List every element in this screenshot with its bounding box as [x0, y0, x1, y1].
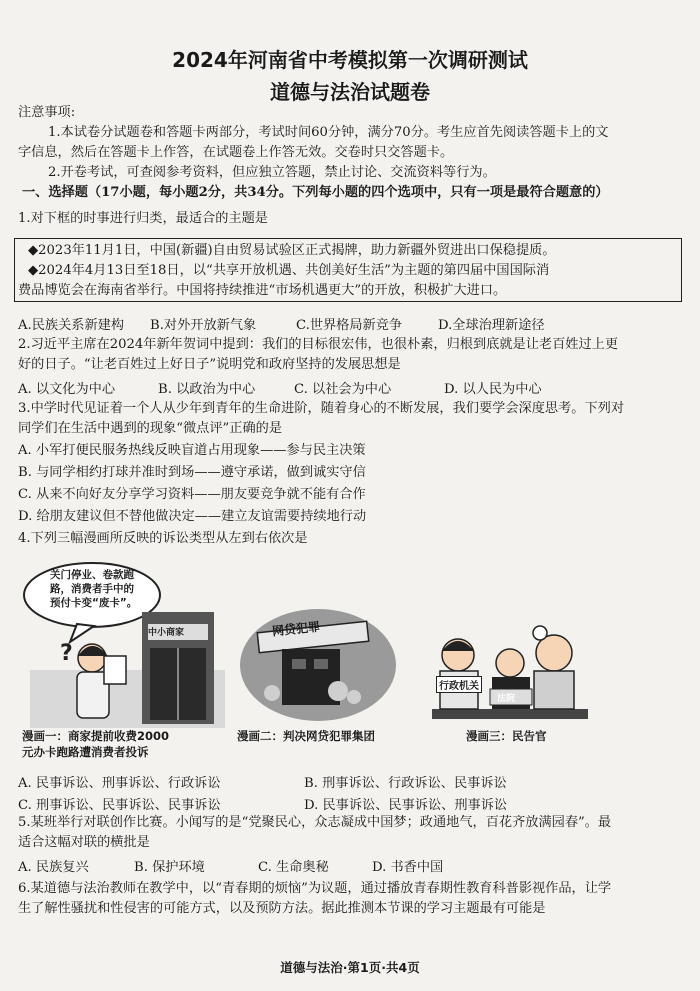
court-sign: 法院: [497, 694, 516, 704]
option-b[interactable]: B. 与同学相约打球并准时到场——遵守承诺，做到诚实守信: [18, 465, 366, 480]
cartoon-2-caption: 漫画二：判决网贷犯罪集团: [237, 729, 375, 743]
question-1-options: [18, 314, 545, 333]
question-6-stem: 6.某道德与法治教师在教学中，以“青春期的烦恼”为议题，通过播放青春期性教育科普影视作品，让学: [18, 881, 612, 896]
question-6-stem-cont: 生了解性骚扰和性侵害的可能方式，以及预防方法。据此推测本节课的学习主题最有可能是: [18, 901, 546, 916]
speech-bubble: [50, 568, 137, 610]
gov-sign: 行政机关: [436, 676, 482, 693]
option-b[interactable]: B.对外开放新气象: [150, 318, 257, 333]
option-d[interactable]: D. 书香中国: [372, 860, 444, 875]
question-4-options-row-1: [18, 772, 507, 791]
option-a[interactable]: A. 以文化为中心: [18, 382, 116, 397]
news-line-3: 费品博览会在海南省举行。中国将持续推进“市场机遇更大”的开放，积极扩大进口。: [18, 283, 507, 298]
shop-sign: 中小商家: [148, 628, 185, 638]
option-a[interactable]: A. 民事诉讼、刑事诉讼、行政诉讼: [18, 776, 221, 791]
question-5-stem-cont: 适合这幅对联的横批是: [18, 835, 150, 850]
option-b[interactable]: B. 保护环境: [134, 860, 205, 875]
cartoon-3-caption: 漫画三：民告官: [466, 729, 547, 743]
bubble-line-3: 预付卡变“废卡”。: [50, 597, 138, 609]
option-c[interactable]: C. 以社会为中心: [294, 382, 392, 397]
option-d[interactable]: D. 以人民为中心: [444, 382, 542, 397]
bubble-line-1: 关门停业、卷款跑: [50, 569, 134, 581]
cartoon-1-caption: 漫画一：商家提前收费2000: [22, 729, 170, 743]
news-line-1: ◆2023年11月1日，中国(新疆)自由贸易试验区正式揭牌，助力新疆外贸进出口保稳提质。: [28, 243, 556, 258]
notice-item-1: 1.本试卷分试题卷和答题卡两部分，考试时间60分钟，满分70分。考生应首先阅读答题卡上的文: [48, 125, 609, 140]
gang-banner: 网贷犯罪: [271, 619, 321, 639]
svg-text:?: ?: [60, 641, 73, 666]
option-a[interactable]: A. 民族复兴: [18, 860, 89, 875]
question-5-options: [18, 856, 443, 875]
page-subtitle: 道德与法治试题卷: [270, 80, 430, 104]
question-1-stem: 1.对下框的时事进行归类，最适合的主题是: [18, 211, 268, 226]
option-c[interactable]: C. 生命奥秘: [258, 860, 329, 875]
option-c[interactable]: C. 刑事诉讼、民事诉讼、民事诉讼: [18, 798, 221, 813]
page-footer: 道德与法治·第1页·共4页: [280, 960, 420, 975]
cartoon-3-image: [430, 625, 590, 721]
notice-item-2: 2.开卷考试，可查阅参考资料，但应独立答题，禁止讨论、交流资料等行为。: [48, 165, 496, 180]
bubble-line-2: 路，消费者手中的: [50, 583, 134, 595]
page-title: 2024年河南省中考模拟第一次调研测试: [172, 48, 528, 72]
option-d[interactable]: D. 给朋友建议但不替他做决定——建立友谊需要持续地行动: [18, 509, 367, 524]
question-2-stem-cont: 好的日子。“让老百姓过上好日子”说明党和政府坚持的发展思想是: [18, 357, 401, 372]
option-c[interactable]: C. 从来不向好友分享学习资料——朋友要竞争就不能有合作: [18, 487, 366, 502]
notice-heading: 注意事项:: [18, 105, 76, 120]
question-3-stem: 3.中学时代见证着一个人从少年到青年的生命进阶，随着身心的不断发展，我们要学会深度思考。下列对: [18, 401, 625, 416]
option-d[interactable]: D.全球治理新途径: [438, 318, 545, 333]
option-d[interactable]: D. 民事诉讼、民事诉讼、刑事诉讼: [304, 798, 508, 813]
notice-item-1-cont: 字信息，然后在答题卡上作答，在试题卷上作答无效。交卷时只交答题卡。: [18, 145, 454, 160]
question-5-stem: 5.某班举行对联创作比赛。小闻写的是“党聚民心，众志凝成中国梦；政通地气，百花齐放满园春”。最: [18, 815, 612, 830]
option-c[interactable]: C.世界格局新竞争: [296, 318, 403, 333]
question-2-options: [18, 378, 542, 397]
option-a[interactable]: A. 小军打便民服务热线反映盲道占用现象——参与民主决策: [18, 443, 366, 458]
cartoon-1-caption-cont: 元办卡跑路遭消费者投诉: [22, 745, 149, 759]
option-b[interactable]: B. 以政治为中心: [158, 382, 256, 397]
question-4-stem: 4.下列三幅漫画所反映的诉讼类型从左到右依次是: [18, 531, 308, 546]
question-3-stem-cont: 同学们在生活中遇到的现象“微点评”正确的是: [18, 421, 283, 436]
question-2-stem: 2.习近平主席在2024年新年贺词中提到：我们的目标很宏伟，也很朴素，归根到底就是让老百姓过上更: [18, 337, 619, 352]
option-b[interactable]: B. 刑事诉讼、行政诉讼、民事诉讼: [304, 776, 507, 791]
question-4-options-row-2: [18, 794, 507, 813]
option-a[interactable]: A.民族关系新建构: [18, 318, 125, 333]
news-line-2: ◆2024年4月13日至18日，以“共享开放机遇、共创美好生活”为主题的第四届中国国际消: [28, 263, 550, 278]
section-heading: 一、选择题（17小题，每小题2分，共34分。下列每小题的四个选项中，只有一项是最符合题意的）: [22, 185, 609, 200]
